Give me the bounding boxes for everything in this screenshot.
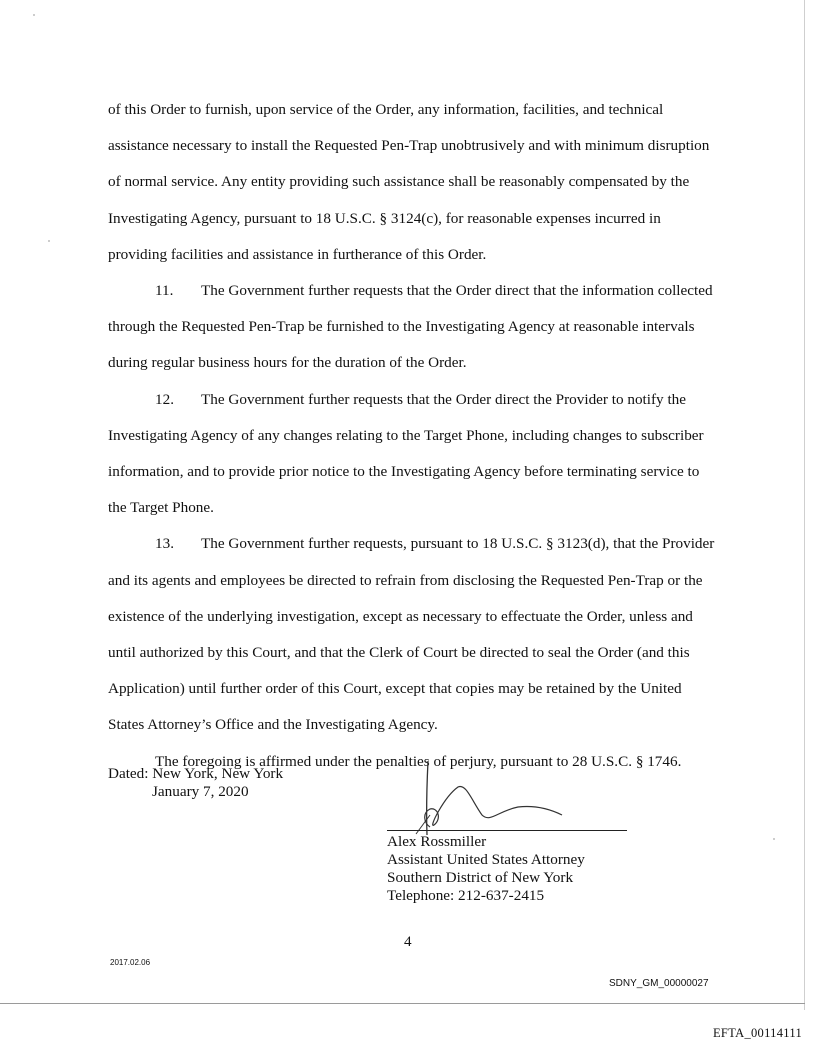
signature-line	[387, 830, 627, 831]
paragraph-text: The Government further requests that the Order direct that the information collected through the Requested Pen-Trap be furnished to the Investigating Agency at reasonable intervals during regular business hours for the duration of the Order.	[108, 282, 713, 372]
paragraph-text: The Government further requests, pursuant to 18 U.S.C. § 3123(d), that the Provider and its agents and employees be directed to refrain from disclosing the Requested Pen-Trap or the existence of the underlying investigation, except as necessary to effectuate the Order, unless and until authorized by this Court, and that the Clerk of Court be directed to seal the Order (and this Application) until further order of this Court, except that copies may be retained by the United States Attorney’s Office and the Investigating Agency.	[108, 535, 715, 734]
document-body	[108, 92, 715, 780]
signature-block	[387, 833, 585, 905]
paragraph-number: 13.	[155, 535, 174, 553]
paragraph-13	[108, 526, 715, 743]
signer-office: Southern District of New York	[387, 869, 574, 886]
form-version: 2017.02.06	[110, 958, 151, 967]
paragraph-11	[108, 273, 715, 382]
scan-speck	[33, 14, 35, 16]
bates-number: SDNY_GM_00000027	[609, 978, 709, 989]
paragraph-number: 12.	[155, 390, 174, 408]
page-number: 4	[404, 933, 412, 950]
dated-date: January 7, 2020	[152, 783, 249, 800]
efta-number: EFTA_00114111	[713, 1026, 803, 1040]
footer-rule	[0, 1003, 805, 1004]
scan-speck	[773, 838, 775, 840]
signer-name: Alex Rossmiller	[387, 833, 487, 850]
paragraph-number: 11.	[155, 282, 174, 300]
signer-title: Assistant United States Attorney	[387, 851, 585, 868]
affirmation: The foregoing is affirmed under the penalties of perjury, pursuant to 28 U.S.C. § 1746.	[155, 752, 682, 770]
signer-telephone: Telephone: 212-637-2415	[387, 887, 545, 904]
scan-speck	[48, 240, 50, 242]
paragraph-12	[108, 382, 715, 527]
page-edge-line	[804, 0, 805, 1010]
dated-location: Dated: New York, New York	[108, 765, 284, 782]
paragraph-text: The Government further requests that the Order direct the Provider to notify the Investigating Agency of any changes relating to the Target Phone, including changes to subscriber information, and to provide prior notice to the Investigating Agency before terminating service to the Target Phone.	[108, 390, 704, 517]
handwritten-signature	[400, 757, 570, 837]
dated-block	[108, 765, 283, 801]
paragraph-continuation: of this Order to furnish, upon service of the Order, any information, facilities, and technical assistance necessary to install the Requested Pen-Trap unobtrusively and with minimum disruption of normal service. Any entity providing such assistance shall be reasonably compensated by the Investigating Agency, pursuant to 18 U.S.C. § 3124(c), for reasonable expenses incurred in providing facilities and assistance in furtherance of this Order.	[108, 101, 710, 263]
